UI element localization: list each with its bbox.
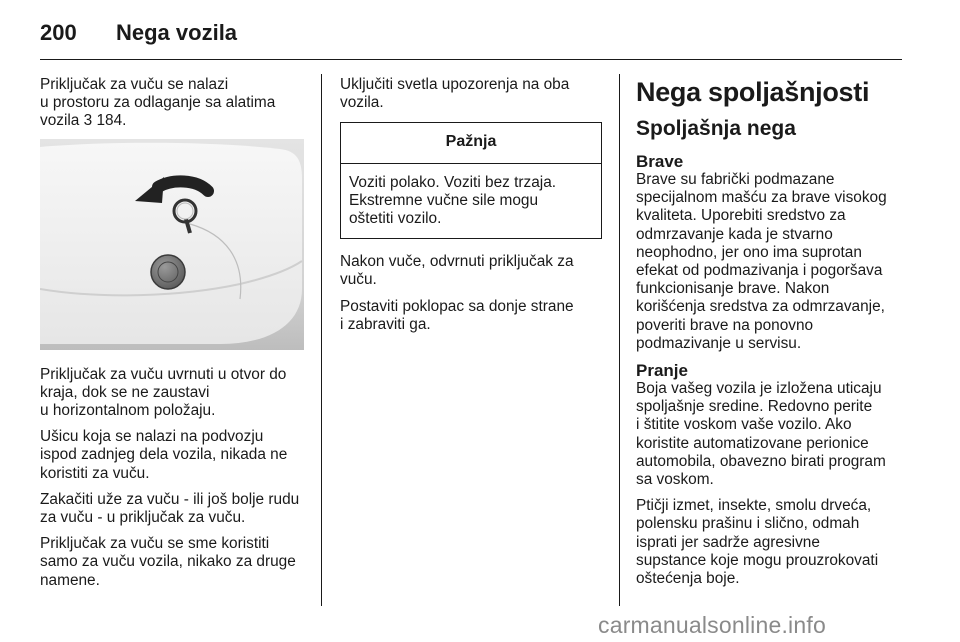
intro-paragraph: Priključak za vuču se nalazi u prostoru za odlaganje sa alatima vozila 3 184. (40, 76, 276, 130)
warning-text: Voziti polako. Voziti bez trzaja. Ekstremne vučne sile mogu oštetiti vozilo. (349, 173, 557, 228)
paragraph-cover: Postaviti poklopac sa donje strane i zabraviti ga. (340, 297, 574, 333)
column-2 (340, 76, 602, 342)
pranje-heading: Pranje (636, 361, 688, 381)
brave-paragraph: Brave su fabrički podmazane specijalnom mašću za brave visokog kvaliteta. Uporebiti sredstvo za odmrzavanje kada je stvarno neophodno, jer ono ima suprotan efekat od podmazivanja i pogoršava funkcionisanje brave. Nakon korišćenja sredstva za odmrzavanje, poveriti brave na ponovno podmazivanje u servisu. (636, 171, 887, 352)
column-3 (636, 76, 906, 596)
tow-eye-illustration (40, 139, 304, 350)
intro-paragraph: Uključiti svetla upozorenja na oba vozila. (340, 76, 570, 112)
page-title: Nega vozila (116, 20, 238, 45)
pranje-paragraph-2: Ptičji izmet, insekte, smolu drveća, polensku prašinu i slično, odmah isprati jer sadrže agresivne supstance koje mogu prouzrokovati oštećenja boje. (636, 497, 879, 588)
column-divider-left (321, 74, 322, 606)
column-divider-right (619, 74, 620, 606)
reference-arrow-icon: 3 (83, 112, 93, 130)
paragraph-usage: Priključak za vuču se sme koristiti samo za vuču vozila, nikako za druge namene. (40, 535, 296, 589)
brave-heading: Brave (636, 152, 684, 171)
section-heading: Nega spoljašnjosti (636, 77, 870, 107)
paragraph-insert: Priključak za vuču uvrnuti u otvor do kraja, dok se ne zaustavi u horizontalnom položaju. (40, 365, 287, 420)
page-header (40, 16, 902, 56)
warning-box (340, 122, 602, 239)
warning-title: Pažnja (341, 123, 601, 163)
subsection-heading: Spoljašnja nega (636, 117, 796, 140)
paragraph-underbody-eye: Ušicu koja se nalazi na podvozju ispod zadnjeg dela vozila, nikada ne koristiti za vuču. (40, 428, 288, 482)
page-number: 200 (40, 20, 77, 45)
page-reference[interactable]: 3 184. (83, 112, 127, 130)
paragraph-unscrew: Nakon vuče, odvrnuti priključak za vuču. (340, 253, 574, 289)
pranje-paragraph-1: Boja vašeg vozila je izložena uticaju spoljašnje sredine. Redovno perite i štitite voskom vaše vozilo. Ako koristite automatizovane perionice automobila, obavezno birati program sa voskom. (636, 380, 886, 489)
watermark: carmanualsonline.info (598, 612, 826, 638)
paragraph-tow-rope: Zakačiti uže za vuču - ili još bolje rudu za vuču - u priključak za vuču. (40, 490, 300, 527)
header-rule (40, 59, 902, 60)
column-1 (40, 76, 308, 598)
